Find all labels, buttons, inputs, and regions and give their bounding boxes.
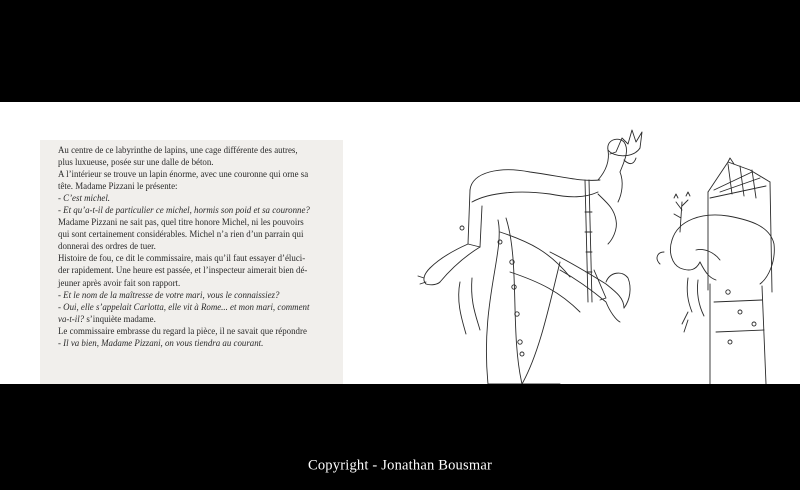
text-line: Au centre de ce labyrinthe de lapins, une cage différente des autres, <box>58 145 298 155</box>
text-line: - Il va bien, Madame Pizzani, on vous tiendra au courant. <box>58 337 264 348</box>
text-line: - C’est michel. <box>58 193 111 204</box>
text-line: va-t-il? s’inquiète madame. <box>58 313 156 324</box>
text-line: plus luxueuse, posée sur une dalle de béton. <box>58 157 214 168</box>
text-line: - Et le nom de la maîtresse de votre mari, vous le connaissiez? <box>58 289 280 300</box>
text-line: - Oui, elle s’appelait Carlotta, elle vit à Rome... et mon mari, comment <box>58 301 310 312</box>
text-line: Madame Pizzani ne sait pas, quel titre honore Michel, ni les pouvoirs <box>58 217 304 228</box>
cage-with-figure <box>657 158 774 384</box>
text-line: qui sont certainement considérables. Michel n’a rien d’un parrain qui <box>58 229 304 240</box>
crowned-rabbit-figure <box>418 130 642 384</box>
text-line: donnerai des ordres de tuer. <box>58 241 156 252</box>
text-line: Le commissaire embrasse du regard la pièce, il ne savait que répondre <box>58 325 307 336</box>
copyright-caption: Copyright - Jonathan Bousmar <box>307 457 492 474</box>
story-text <box>58 144 343 349</box>
book-spread <box>0 102 800 384</box>
text-line: A l’intérieur se trouve un lapin énorme, avec une couronne qui orne sa <box>58 169 309 180</box>
top-letterbox-bar <box>0 0 800 102</box>
sketch-illustration <box>410 102 800 384</box>
text-line: der rapidement. Une heure est passée, et l’inspecteur aimerait bien dé- <box>58 265 308 276</box>
text-line: jeuner après avoir fait son rapport. <box>58 277 181 288</box>
text-page-scan <box>40 140 343 384</box>
text-line: Histoire de fou, ce dit le commissaire, mais qu’il faut essayer d’éluci- <box>58 253 306 264</box>
text-line: tête. Madame Pizzani le présente: <box>58 181 178 192</box>
text-line: - Et qu’a-t-il de particulier ce michel, hormis son poid et sa couronne? <box>58 205 310 216</box>
